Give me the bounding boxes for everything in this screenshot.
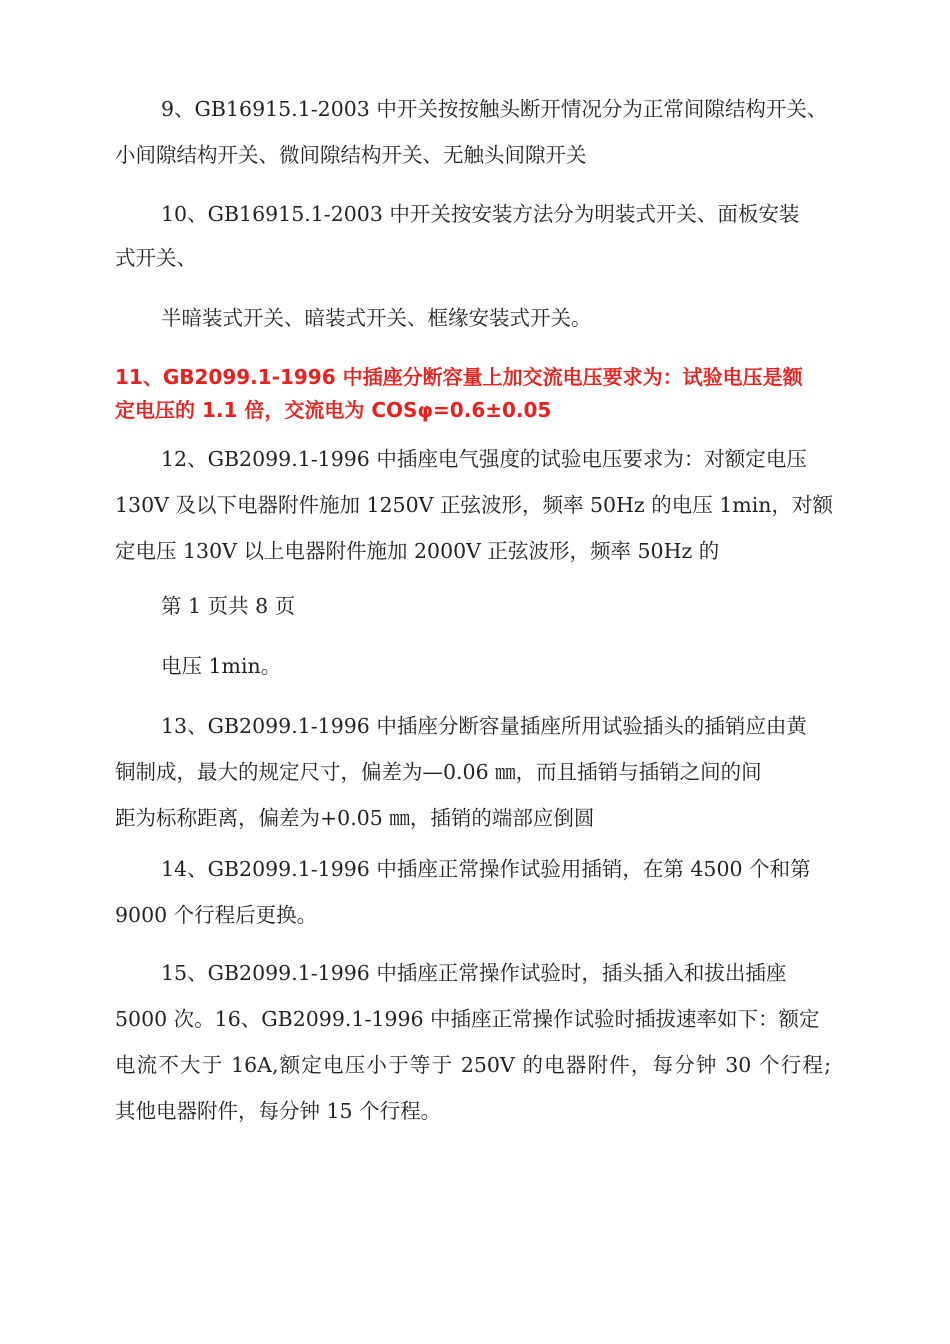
paragraph-12-line-1: 12、GB2099.1-1996 中插座电气强度的试验电压要求为：对额定电压 xyxy=(161,447,807,471)
page-footer-text: 第 1 页共 8 页 xyxy=(161,594,296,618)
paragraph-10-line-2: 式开关、 xyxy=(115,246,197,270)
paragraph-9-line-1: 9、GB16915.1-2003 中开关按按触头断开情况分为正常间隙结构开关、 xyxy=(161,97,828,121)
paragraph-15-line-1: 15、GB2099.1-1996 中插座正常操作试验时，插头插入和拔出插座 xyxy=(161,961,787,985)
paragraph-13-line-2: 铜制成，最大的规定尺寸，偏差为—0.06 ㎜，而且插销与插销之间的间 xyxy=(115,760,762,784)
paragraph-10 xyxy=(115,191,845,281)
paragraph-13-line-1: 13、GB2099.1-1996 中插座分断容量插座所用试验插头的插销应由黄 xyxy=(161,714,807,738)
paragraph-15-line-2: 5000 次。16、GB2099.1-1996 中插座正常操作试验时插拔速率如下：额定 xyxy=(115,1007,820,1031)
paragraph-12-continued xyxy=(115,643,845,689)
paragraph-14 xyxy=(115,846,845,938)
paragraph-10-continued xyxy=(115,295,845,341)
paragraph-12-line-2: 130V 及以下电器附件施加 1250V 正弦波形，频率 50Hz 的电压 1min，对额 xyxy=(115,493,834,517)
paragraph-12 xyxy=(115,436,845,574)
paragraph-11-line-1: 11、GB2099.1-1996 中插座分断容量上加交流电压要求为：试验电压是额 xyxy=(115,365,803,389)
paragraph-11-highlighted xyxy=(115,361,845,427)
paragraph-14-line-2: 9000 个行程后更换。 xyxy=(115,903,318,927)
paragraph-9-line-2: 小间隙结构开关、微间隙结构开关、无触头间隙开关 xyxy=(115,143,587,167)
paragraph-9 xyxy=(115,86,845,178)
paragraph-10-continued-line-1: 半暗装式开关、暗装式开关、框缘安装式开关。 xyxy=(161,306,592,330)
paragraph-12-line-3: 定电压 130V 以上电器附件施加 2000V 正弦波形，频率 50Hz 的 xyxy=(115,539,720,563)
page-footer xyxy=(115,583,845,629)
paragraph-11-line-2: 定电压的 1.1 倍，交流电为 COSφ=0.6±0.05 xyxy=(115,398,552,422)
paragraph-13-line-3: 距为标称距离，偏差为+0.05 ㎜，插销的端部应倒圆 xyxy=(115,806,595,830)
paragraph-15-line-4: 其他电器附件，每分钟 15 个行程。 xyxy=(115,1099,442,1123)
paragraph-14-line-1: 14、GB2099.1-1996 中插座正常操作试验用插销，在第 4500 个和第 xyxy=(161,857,811,881)
paragraph-15-line-3: 电流不大于 16A,额定电压小于等于 250V 的电器附件，每分钟 30 个行程; xyxy=(115,1053,831,1077)
paragraph-15-16 xyxy=(115,950,845,1134)
paragraph-10-line-1: 10、GB16915.1-2003 中开关按安装方法分为明装式开关、面板安装 xyxy=(161,202,800,226)
paragraph-13 xyxy=(115,703,845,841)
paragraph-12-continued-line-1: 电压 1min。 xyxy=(161,654,282,678)
